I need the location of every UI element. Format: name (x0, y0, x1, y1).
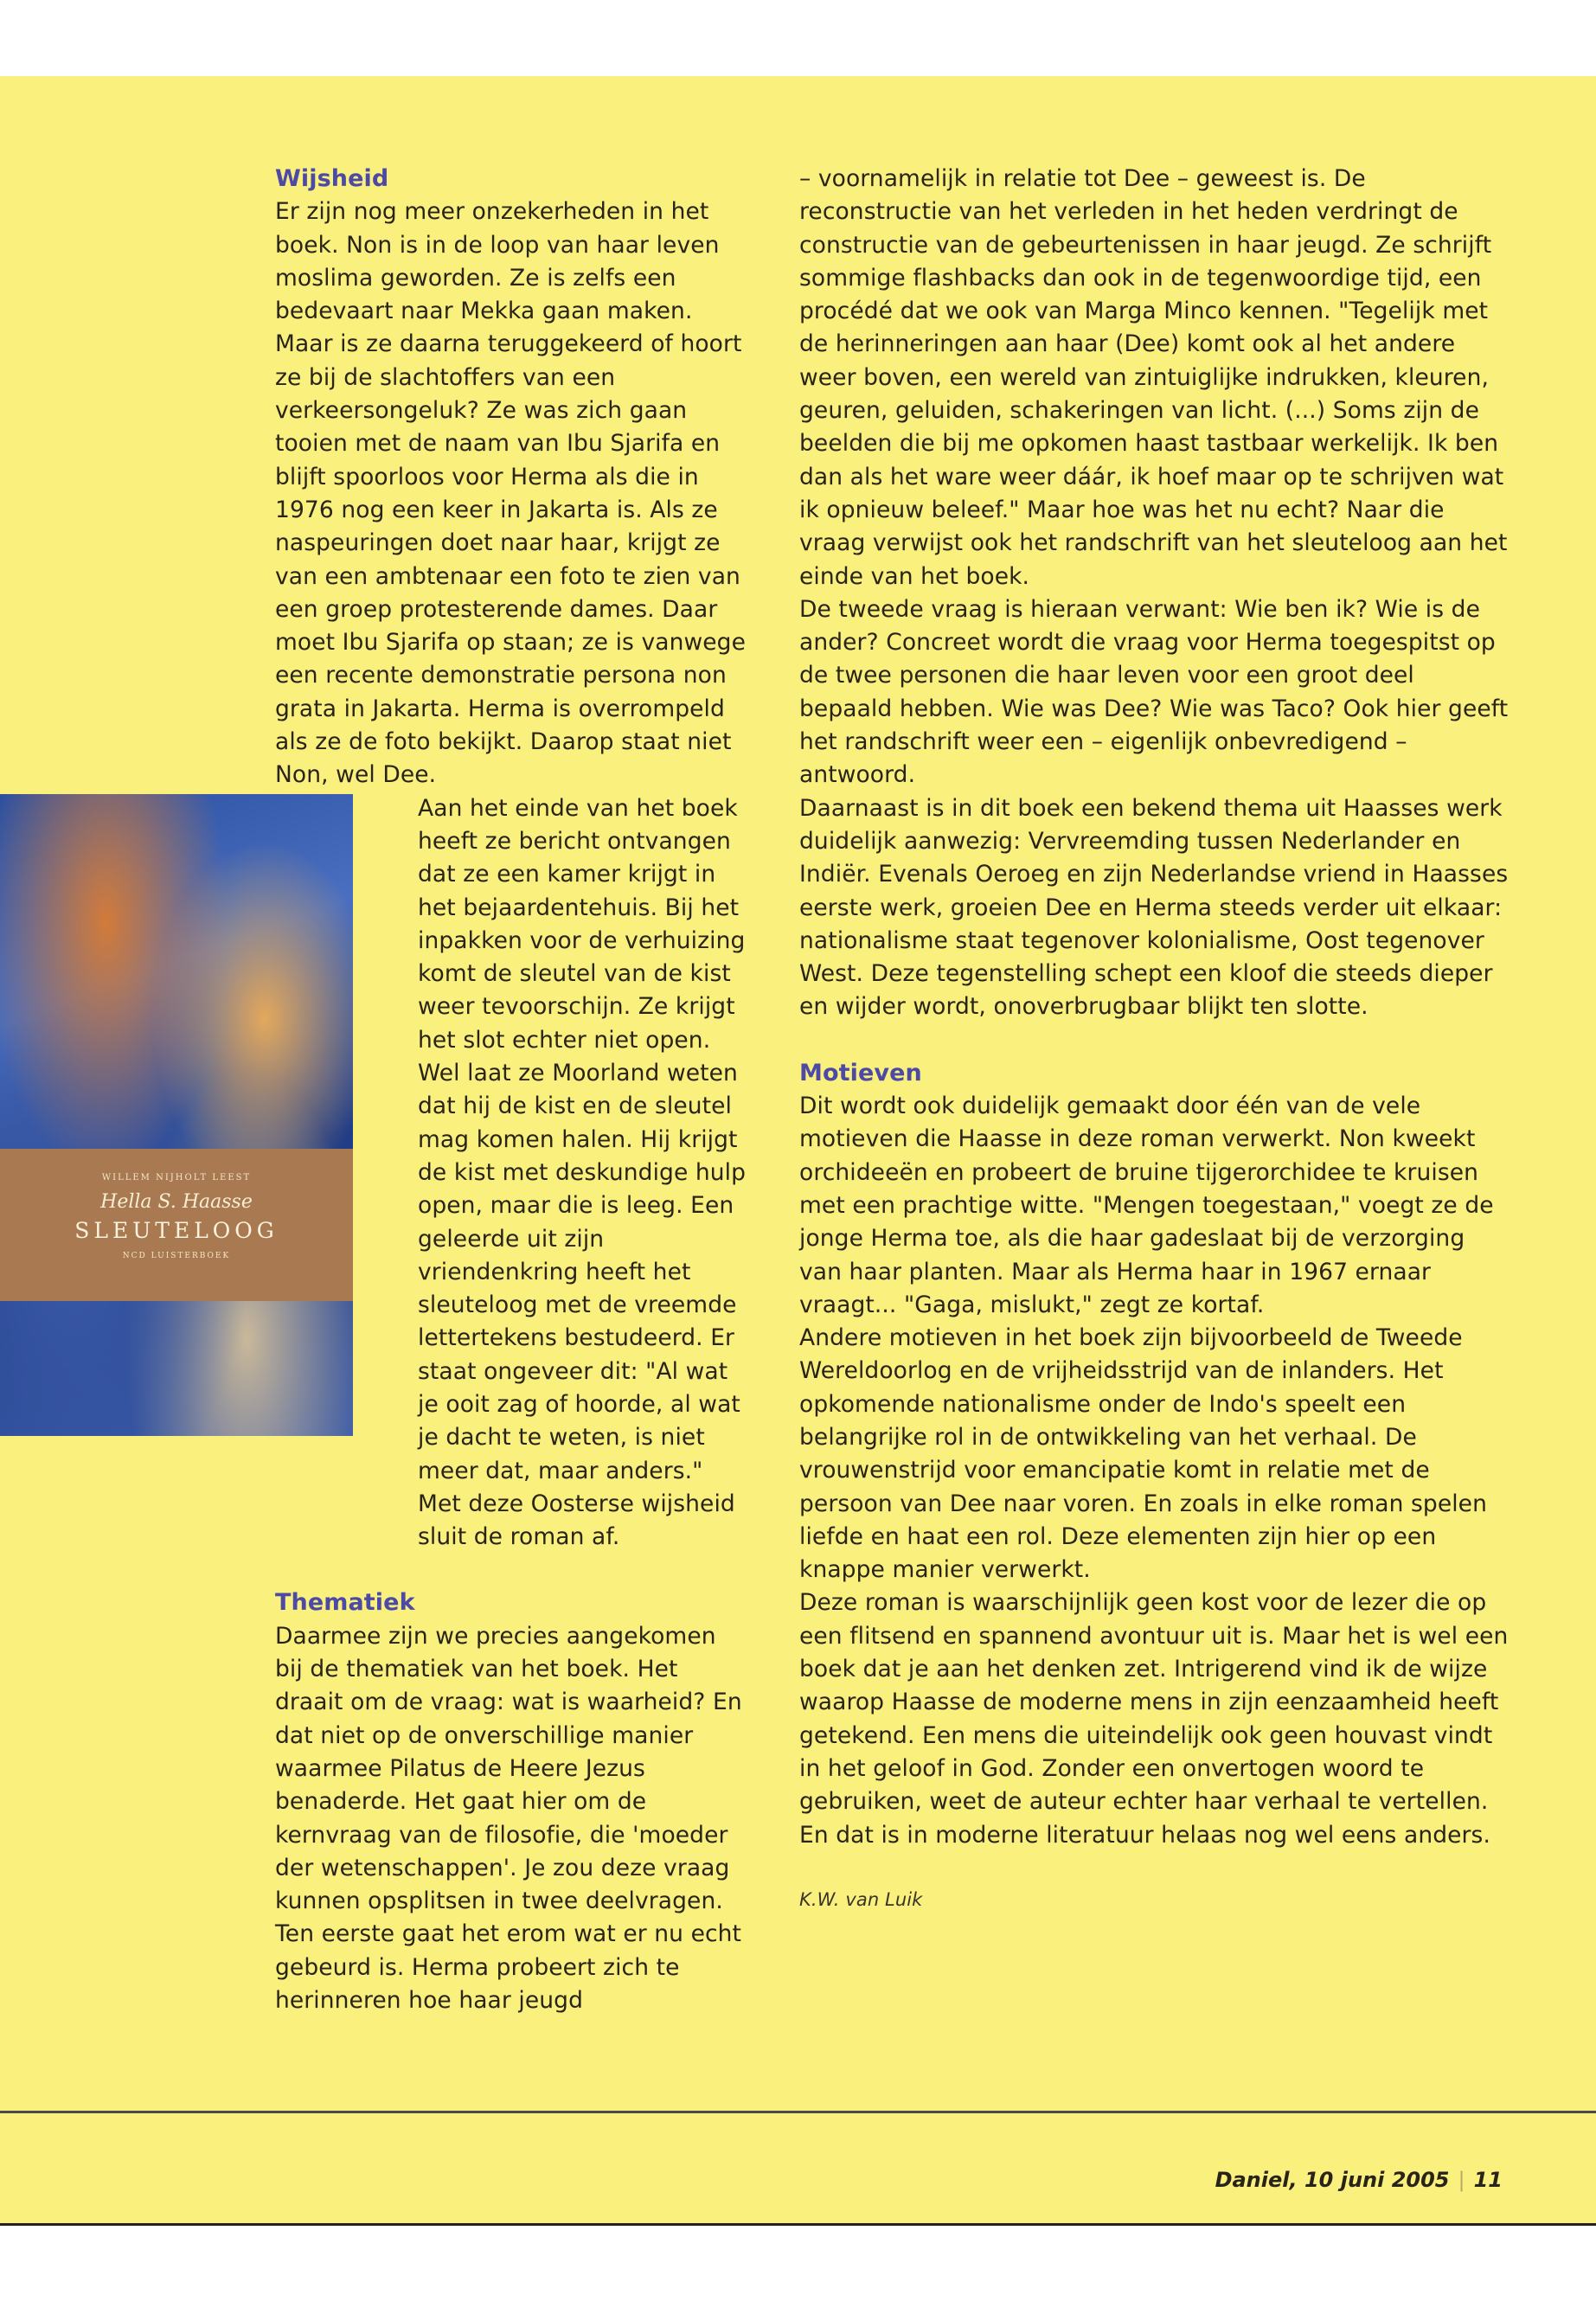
page-bottom-edge (0, 2223, 1596, 2226)
footer-source: Daniel, 10 juni 2005 (1215, 2168, 1450, 2192)
page-number: 11 (1473, 2168, 1503, 2192)
section-heading-wijsheid: Wijsheid (275, 165, 389, 192)
paragraph: Daarmee zijn we precies aangekomen bij de thematiek van het boek. Het draait om de vraag: wat is waarheid? En dat niet op de onverschillige manier waarmee Pilatus de Heere Jezus benaderde. Het gaat hier om de kernvraag van de filosofie, die 'moeder der wetenschappen'. Je zou deze vraag kunnen opsplitsen in twee deelvragen. Ten eerste gaat het erom wat er nu echt gebeurd is. Herma probeert zich te herinneren hoe haar jeugd (275, 1622, 742, 2015)
paragraph: Er zijn nog meer onzekerheden in het boek. Non is in de loop van haar leven moslima geworden. Ze is zelfs een bedevaart naar Mekka gaan maken. Maar is ze daarna teruggekeerd of hoort ze bij de slachtoffers van een verkeersongeluk? Ze was zich gaan tooien met de naam van Ibu Sjarifa en blijft spoorloos voor Herma als die in 1976 nog een keer in Jakarta is. Als ze naspeuringen doet naar haar, krijgt ze van een ambtenaar een foto te zien van een groep protesterende dames. Daar moet Ibu Sjarifa op staan; ze is vanwege een recente demonstratie persona non grata in Jakarta. Herma is overrompeld als ze de foto bekijkt. Daarop staat niet Non, wel Dee. (275, 198, 747, 789)
section-heading-motieven: Motieven (799, 1059, 922, 1086)
book-cover-title: SLEUTELOOG (74, 1218, 279, 1243)
paragraph: Deze roman is waarschijnlijk geen kost voor de lezer die op een flitsend en spannend avontuur uit is. Maar het is wel een boek dat je aan het denken zet. Intrigerend vind ik de wijze waarop Haasse de moderne mens in zijn eenzaamheid heeft getekend. Een mens die uiteindelijk ook geen houvast vindt in het geloof in God. Zonder een onvertogen woord te gebruiken, weet de auteur echter haar verhaal te vertellen. En dat is in moderne literatuur helaas nog wel eens anders. (799, 1589, 1509, 1849)
book-cover-subtitle: NCD LUISTERBOEK (122, 1252, 231, 1260)
paragraph: Dit wordt ook duidelijk gemaakt door één van de vele motieven die Haasse in deze roman verwerkt. Non kweekt orchideeën en probeert de bruine tijgerorchidee te kruisen met een prachtige witte. "Mengen toegestaan," voegt ze de jonge Herma toe, als die haar gadeslaat bij de verzorging van haar planten. Maar als Herma haar in 1967 ernaar vraagt... "Gaga, mislukt," zegt ze kortaf. (799, 1093, 1494, 1318)
paragraph: – voornamelijk in relatie tot Dee – geweest is. De reconstructie van het verleden in het heden verdringt de constructie van de gebeurtenissen in haar jeugd. Ze schrijft sommige flashbacks dan ook in de tegenwoordige tijd, een procédé dat we ook van Marga Minco kennen. "Tegelijk met de herinneringen aan haar (Dee) komt ook al het andere weer boven, een wereld van zintuiglijke indrukken, kleuren, geuren, geluiden, schakeringen van licht. (...) Soms zijn de beelden die bij me opkomen haast tastbaar werkelijk. Ik ben dan als het ware weer dáár, ik hoef maar op te schrijven wat ik opnieuw beleef." Maar hoe was het nu echt? Naar die vraag verwijst ook het randschrift van het sleuteloog aan het einde van het boek. (799, 165, 1508, 590)
page-footer (1215, 2168, 1503, 2192)
section-heading-thematiek: Thematiek (275, 1589, 415, 1617)
paragraph: De tweede vraag is hieraan verwant: Wie ben ik? Wie is de ander? Concreet wordt die vraag voor Herma toegespitst op de twee personen die haar leven voor een groot deel bepaald hebben. Wie was Dee? Wie was Taco? Ook hier geeft het randschrift weer een – eigenlijk onbevredigend – antwoord. (799, 595, 1509, 789)
author-signature: K.W. van Luik (799, 1888, 923, 1910)
paragraph (275, 792, 749, 1554)
magazine-page (0, 76, 1596, 2223)
paragraph: Andere motieven in het boek zijn bijvoorbeeld de Tweede Wereldoorlog en de vrijheidsstrijd van de inlanders. Het opkomende nationalisme onder de Indo's speelt een belangrijke rol in de ontwikkeling van het verhaal. De vrouwenstrijd voor emancipatie komt in relatie met de persoon van Dee naar voren. En zoals in elke roman spelen liefde en haat een rol. Deze elementen zijn hier op een knappe manier verwerkt. (799, 1324, 1487, 1584)
paragraph: Daarnaast is in dit boek een bekend thema uit Haasses werk duidelijk aanwezig: Vervreemding tussen Nederlander en Indiër. Evenals Oeroeg en zijn Nederlandse vriend in Haasses eerste werk, groeien Dee en Herma steeds verder uit elkaar: nationalisme staat tegenover kolonialisme, Oost tegenover West. Deze tegenstelling schept een kloof die steeds dieper en wijder wordt, onoverbrugbaar blijkt ten slotte. (799, 794, 1509, 1021)
left-column (275, 163, 749, 2017)
footer-rule (0, 2111, 1596, 2113)
cover-wrap-space (275, 792, 418, 1584)
book-cover-author: Hella S. Haasse (100, 1191, 253, 1213)
right-column (799, 163, 1509, 1916)
paragraph-text: Aan het einde van het boek heeft ze bericht ontvangen dat ze een kamer krijgt in het bejaardentehuis. Bij het inpakken voor de verhuizing komt de sleutel van de kist weer tevoorschijn. Ze krijgt het slot echter niet open. Wel laat ze Moorland weten dat hij de kist en de sleutel mag komen halen. Hij krijgt de kist met deskundige hulp open, maar die is leeg. Een geleerde uit zijn vriendenkring heeft het sleuteloog met de vreemde lettertekens bestudeerd. Er staat ongeveer dit: "Al wat je ooit zag of hoorde, al wat je dacht te weten, is niet meer dat, maar anders." Met deze Oosterse wijsheid sluit de roman af. (418, 794, 747, 1551)
footer-separator: | (1458, 2168, 1465, 2192)
book-cover-publisher: WILLEM NIJHOLT LEEST (101, 1173, 252, 1183)
